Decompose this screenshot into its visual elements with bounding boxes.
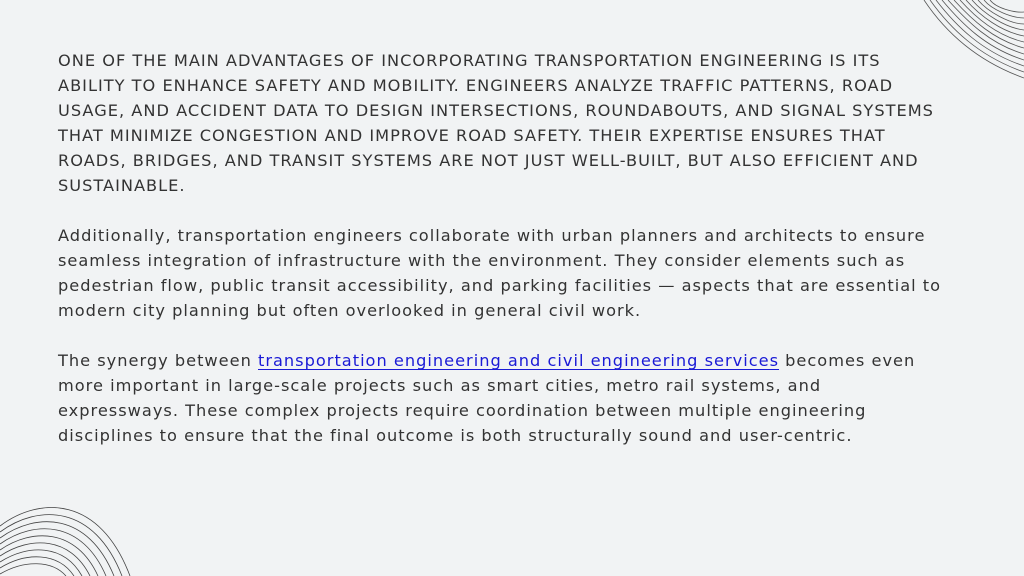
services-link[interactable]: transportation engineering and civil engineering services	[258, 351, 780, 370]
body-text	[58, 48, 948, 473]
paragraph-advantages: ONE OF THE MAIN ADVANTAGES OF INCORPORATING TRANSPORTATION ENGINEERING IS ITS ABILITY TO ENHANCE SAFETY AND MOBILITY. ENGINEERS ANALYZE TRAFFIC PATTERNS, ROAD USAGE, AND ACCIDENT DATA TO DESIGN INTERSECTIONS, ROUNDABOUTS, AND SIGNAL SYSTEMS THAT MINIMIZE CONGESTION AND IMPROVE ROAD SAFETY. THEIR EXPERTISE ENSURES THAT ROADS, BRIDGES, AND TRANSIT SYSTEMS ARE NOT JUST WELL-BUILT, BUT ALSO EFFICIENT AND SUSTAINABLE.	[58, 51, 934, 195]
wavy-lines-bottom-left-icon	[0, 486, 140, 576]
paragraph-collaboration: Additionally, transportation engineers collaborate with urban planners and architects to ensure seamless integration of infrastructure with the environment. They consider elements such as pedestrian flow, public transit accessibility, and parking facilities — aspects that are essential to modern city planning but often overlooked in general civil work.	[58, 226, 942, 320]
paragraph-synergy	[58, 348, 948, 448]
paragraph-synergy-intro: The synergy between	[58, 351, 258, 370]
paragraph-synergy-rest: becomes even more important in large-scale projects such as smart cities, metro rail systems, and expressways. These complex projects require coordination between multiple engineering disciplines to ensure that the final outcome is both structurally sound and user-centric.	[58, 351, 916, 445]
